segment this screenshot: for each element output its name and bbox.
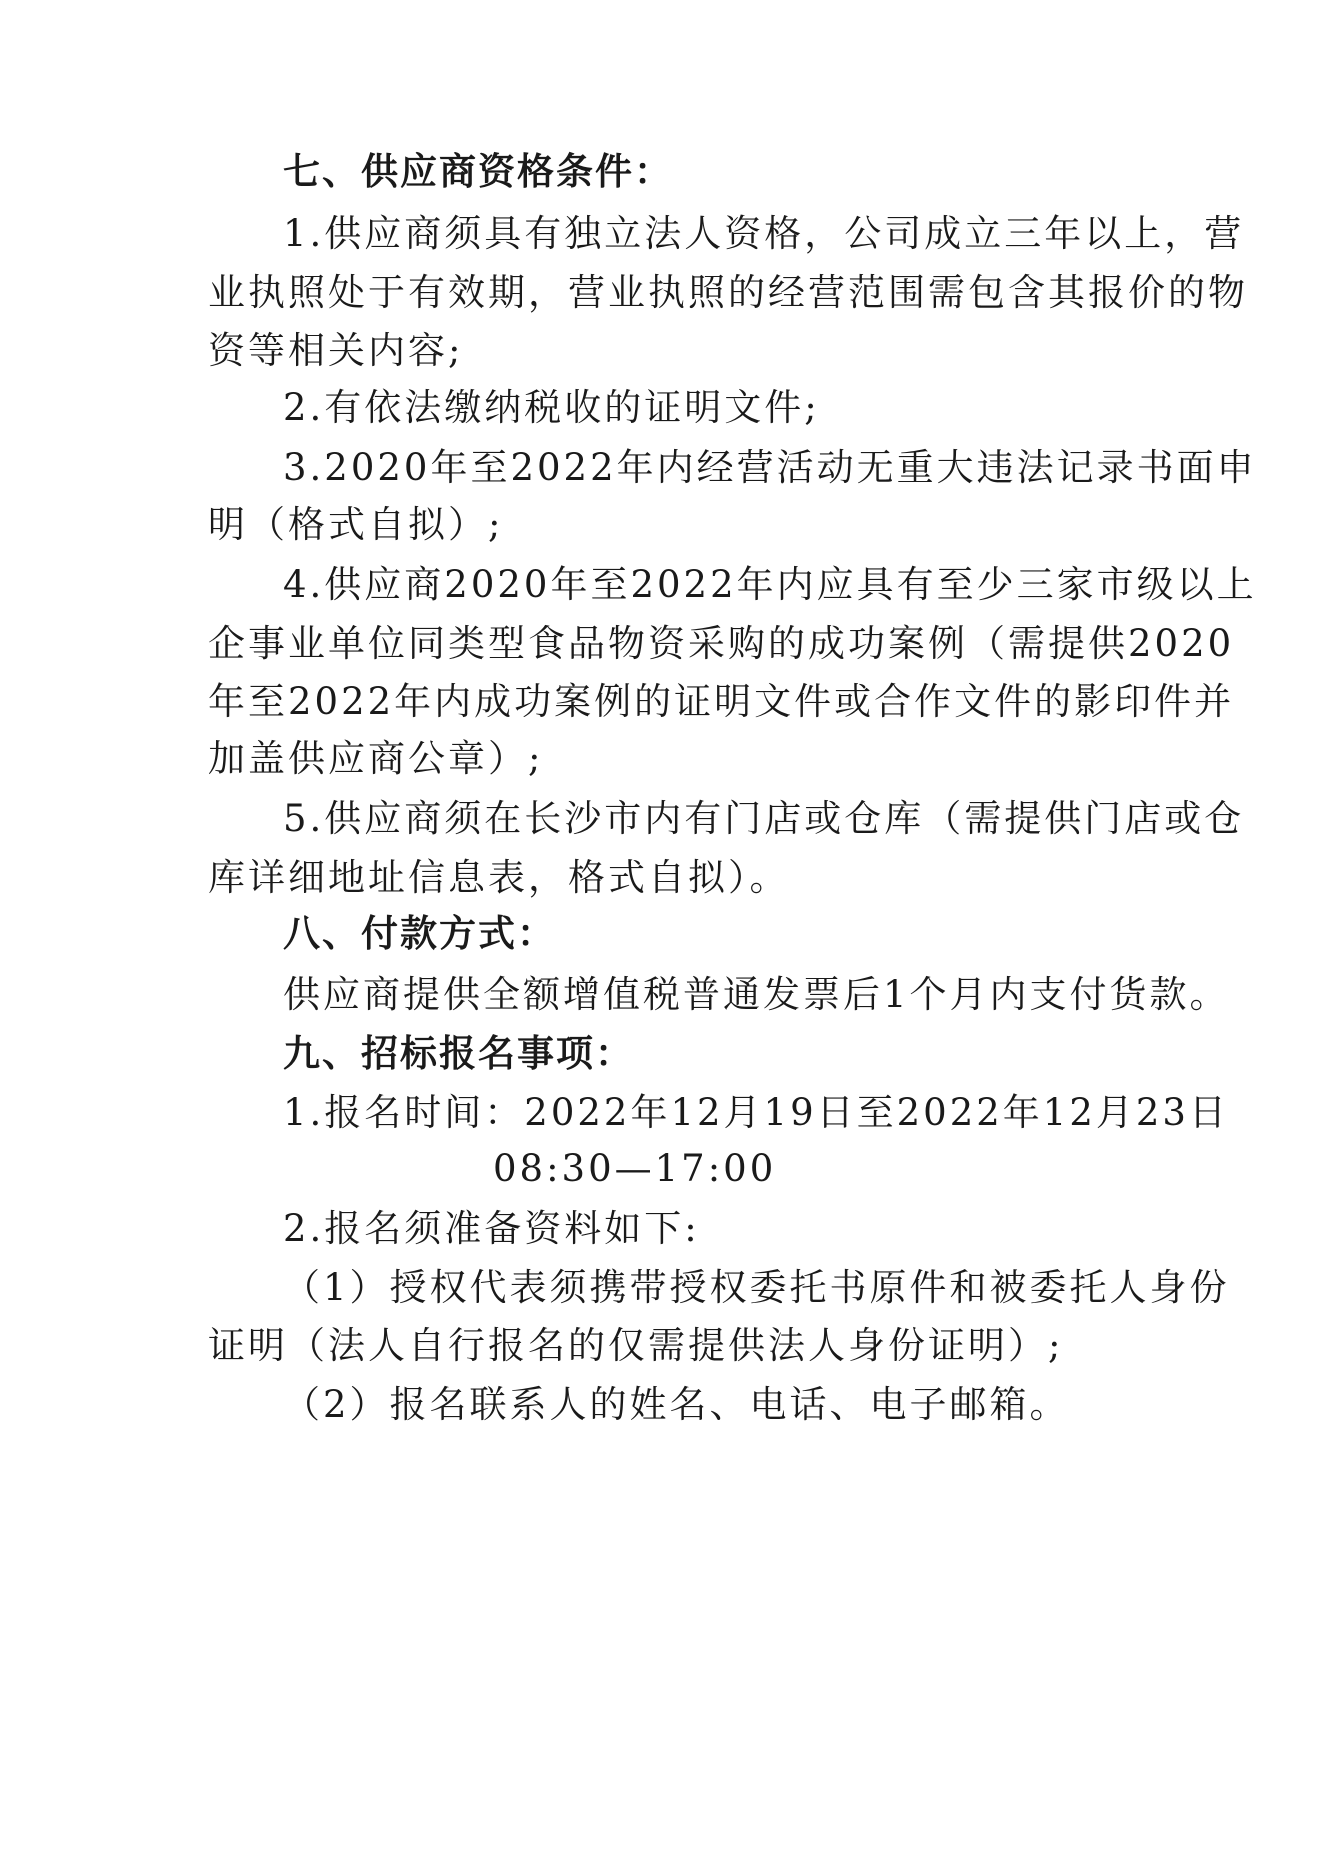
section-7-item-4-line-2: 企事业单位同类型食品物资采购的成功案例（需提供2020 [208, 622, 1235, 665]
section-7-item-1-line-3: 资等相关内容; [208, 329, 464, 372]
section-7-item-4-line-1: 4.供应商2020年至2022年内应具有至少三家市级以上 [283, 563, 1257, 606]
section-9-heading: 九、招标报名事项： [283, 1032, 634, 1075]
section-9-item-2: 2.报名须准备资料如下: [283, 1207, 700, 1250]
section-7-item-3-line-1: 3.2020年至2022年内经营活动无重大违法记录书面申 [283, 446, 1257, 489]
section-7-heading: 七、供应商资格条件： [283, 150, 673, 193]
section-7-item-2: 2.有依法缴纳税收的证明文件; [283, 386, 820, 429]
section-8-text: 供应商提供全额增值税普通发票后1个月内支付货款。 [283, 973, 1230, 1016]
section-7-item-5-line-1: 5.供应商须在长沙市内有门店或仓库（需提供门店或仓 [283, 797, 1245, 840]
section-9-sub-2: （2）报名联系人的姓名、电话、电子邮箱。 [283, 1383, 1070, 1426]
section-9-sub-1-line-2: 证明（法人自行报名的仅需提供法人身份证明）; [208, 1324, 1064, 1367]
section-9-item-1-time: 08:30—17:00 [493, 1147, 777, 1190]
section-7-item-1-line-2: 业执照处于有效期，营业执照的经营范围需包含其报价的物 [208, 271, 1248, 314]
section-7-item-4-line-4: 加盖供应商公章）; [208, 737, 544, 780]
section-7-item-1-line-1: 1.供应商须具有独立法人资格，公司成立三年以上，营 [283, 212, 1245, 255]
section-8-heading: 八、付款方式： [283, 912, 556, 955]
section-9-item-1: 1.报名时间：2022年12月19日至2022年12月23日 [283, 1091, 1229, 1134]
section-7-item-4-line-3: 年至2022年内成功案例的证明文件或合作文件的影印件并 [208, 680, 1235, 723]
section-9-sub-1-line-1: （1）授权代表须携带授权委托书原件和被委托人身份 [283, 1266, 1230, 1309]
section-7-item-5-line-2: 库详细地址信息表，格式自拟）。 [208, 856, 790, 899]
section-7-item-3-line-2: 明（格式自拟）; [208, 503, 504, 546]
